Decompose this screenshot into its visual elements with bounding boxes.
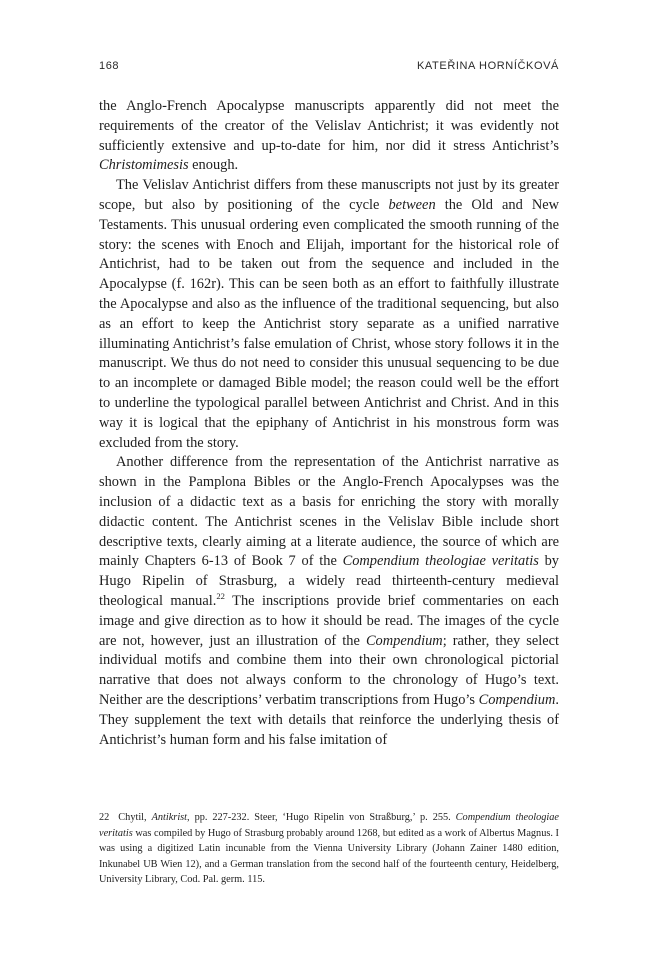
italic-title: Compendium theologiae veritatis bbox=[99, 812, 559, 839]
italic-term: between bbox=[388, 196, 436, 213]
running-head bbox=[99, 60, 559, 72]
text-run: , pp. 227-232. Steer, ‘Hugo Ripelin von Straßburg,’ p. 255. bbox=[187, 812, 456, 823]
paragraph-3 bbox=[99, 453, 559, 750]
author-name: KATEŘINA HORNÍČKOVÁ bbox=[417, 60, 559, 72]
footnote-22 bbox=[99, 810, 559, 888]
footnote-reference[interactable]: 22 bbox=[216, 591, 225, 602]
text-run: Another difference from the representation of the Antichrist narrative as shown in the Pamplona Bibles or the Anglo-French Apocalypses was the inclusion of a didactic text as a basis for enriching the story with morally didactic content. The Antichrist scenes in the Velislav Bible include short descriptive texts, clearly aiming at a literate audience, the source of which are mainly Chapters 6-13 of Book 7 of the bbox=[99, 454, 559, 570]
body-text bbox=[99, 97, 559, 750]
footnote-number: 22 bbox=[99, 812, 110, 823]
italic-title: Compendium bbox=[478, 691, 556, 708]
italic-term: Christomimesis bbox=[99, 157, 189, 174]
page-number: 168 bbox=[99, 60, 120, 72]
paragraph-1 bbox=[99, 97, 559, 176]
text-run: ; rather, they select individual motifs and combine them into their own chronological pictorial narrative that does not always conform to the chronology of Hugo’s text. Neither are the descriptions’ verbatim transcriptions from Hugo’s bbox=[99, 632, 559, 708]
text-run: the Anglo-French Apocalypse manuscripts apparently did not meet the requirements of the creator of the Velislav Antichrist; it was evidently not sufficiently extensive and up-to-date for him, nor did it stress Antichrist’s bbox=[99, 98, 559, 154]
text-run: . They supplement the text with details that reinforce the underlying thesis of Antichrist’s human form and his false imitation of bbox=[99, 691, 559, 748]
italic-title: Compendium bbox=[365, 632, 443, 649]
text-run: by Hugo Ripelin of Strasburg, a widely read thirteenth-century medieval theological manual. bbox=[99, 553, 559, 609]
text-run: enough. bbox=[188, 157, 239, 174]
text-run: The Velislav Antichrist differs from these manuscripts not just by its greater scope, but also by positioning of the cycle bbox=[99, 177, 559, 213]
text-run: Chytil, bbox=[118, 812, 152, 823]
text-run: the Old and New Testaments. This unusual ordering even complicated the smooth running of the story: the scenes with Enoch and Elijah, important for the historical role of Antichrist, had to be taken out from the sequence and included in the Apocalypse (f. 162r). This can be seen both as an effort to faithfully illustrate the Apocalypse and also as the influence of the traditional sequencing, but also as an effort to keep the Antichrist story separate as a unified narrative illuminating Antichrist’s false emulation of Christ, whose story follows it in the manuscript. We thus do not need to consider this unusual sequencing to be due to an incomplete or damaged Bible model; the reason could well be the effort to underline the typological parallel between Antichrist and Christ. And in this way it is logical that the epiphany of Antichrist in his monstrous form was excluded from the story. bbox=[99, 196, 559, 451]
text-run: The inscriptions provide brief commentaries on each image and give direction as to how it should be read. The images of the cycle are not, however, just an illustration of the bbox=[99, 592, 559, 649]
paragraph-2 bbox=[99, 176, 559, 453]
italic-title: Compendium theologiae veritatis bbox=[342, 553, 539, 570]
text-run: was compiled by Hugo of Strasburg probably around 1268, but edited as a work of Albertus Magnus. I was using a digitized Latin incunable from the Vienna University Library (Johann Zainer 1480 edition, Inkunabel UB Wien 12), and a German translation from the second half of the fourteenth century, Heidelberg, University Library, Cod. Pal. germ. 115. bbox=[99, 827, 559, 886]
italic-title: Antikrist bbox=[151, 812, 188, 823]
